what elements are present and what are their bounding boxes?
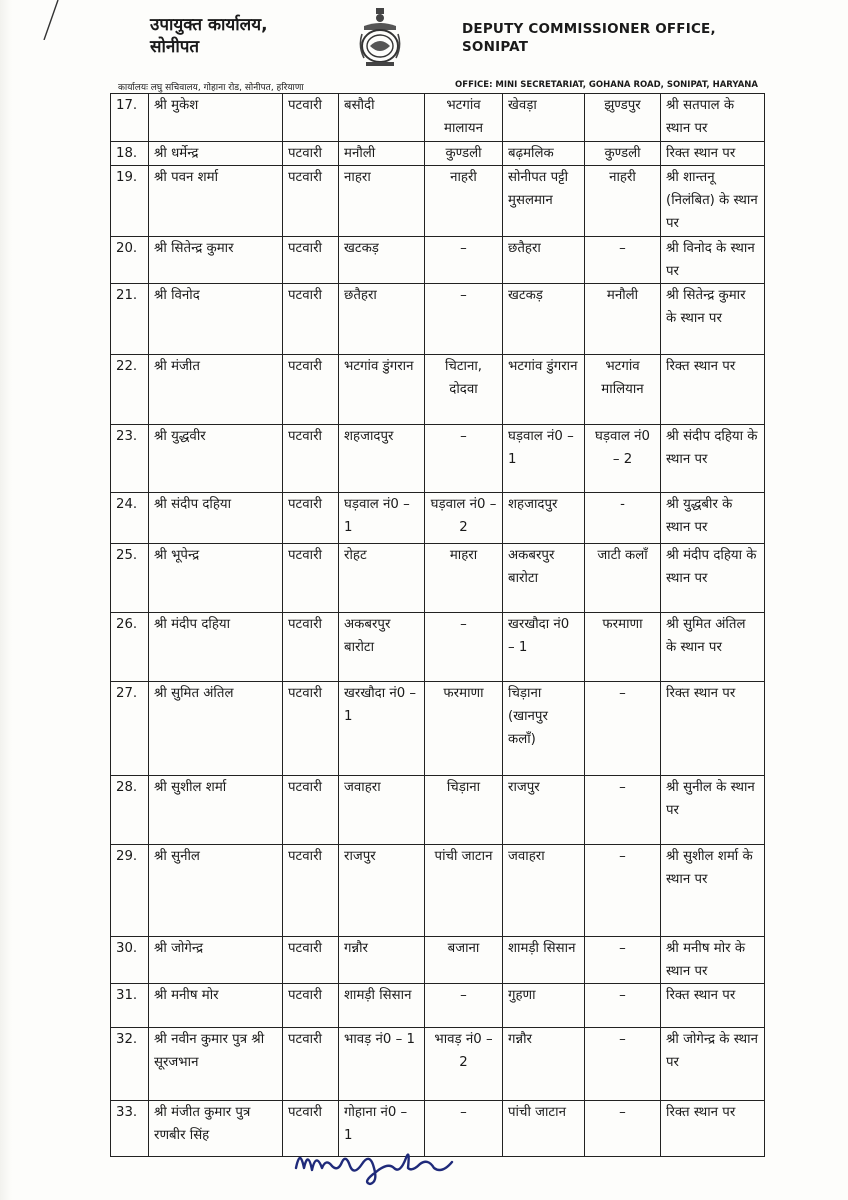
new-additional-charge-cell: घड़वाल नं0 – 2: [585, 425, 661, 493]
additional-charge-cell: नाहरी: [425, 166, 503, 237]
employee-name-cell: श्री जोगेन्द्र: [149, 937, 283, 984]
new-additional-charge-cell: -: [585, 493, 661, 544]
current-posting-cell: खटकड़: [339, 237, 425, 284]
table-row: [111, 776, 765, 845]
employee-name-cell: श्री संदीप दहिया: [149, 493, 283, 544]
designation-cell: पटवारी: [283, 425, 339, 493]
serial-number-cell: 32.: [111, 1028, 149, 1101]
designation-cell: पटवारी: [283, 94, 339, 142]
new-additional-charge-cell: कुण्डली: [585, 142, 661, 166]
designation-cell: पटवारी: [283, 937, 339, 984]
current-posting-cell: राजपुर: [339, 845, 425, 937]
designation-cell: पटवारी: [283, 1101, 339, 1157]
additional-charge-cell: बजाना: [425, 937, 503, 984]
additional-charge-cell: माहरा: [425, 544, 503, 613]
designation-cell: पटवारी: [283, 544, 339, 613]
additional-charge-cell: कुण्डली: [425, 142, 503, 166]
serial-number-cell: 28.: [111, 776, 149, 845]
additional-charge-cell: –: [425, 1101, 503, 1157]
office-name-hindi-line1: उपायुक्त कार्यालय,: [150, 15, 268, 35]
table-row: [111, 1028, 765, 1101]
new-additional-charge-cell: –: [585, 1101, 661, 1157]
employee-name-cell: श्री युद्धवीर: [149, 425, 283, 493]
table-row: [111, 425, 765, 493]
new-additional-charge-cell: –: [585, 937, 661, 984]
remarks-cell: रिक्त स्थान पर: [661, 142, 765, 166]
remarks-cell: श्री सुनील के स्थान पर: [661, 776, 765, 845]
remarks-cell: रिक्त स्थान पर: [661, 682, 765, 776]
current-posting-cell: छतैहरा: [339, 284, 425, 355]
office-name-english: [462, 20, 716, 56]
remarks-cell: श्री संदीप दहिया के स्थान पर: [661, 425, 765, 493]
new-posting-cell: चिड़ाना (खानपुर कलाँ): [503, 682, 585, 776]
table-row: [111, 937, 765, 984]
new-additional-charge-cell: –: [585, 776, 661, 845]
new-additional-charge-cell: फरमाणा: [585, 613, 661, 682]
office-name-hindi: [150, 14, 268, 58]
additional-charge-cell: भावड़ नं0 – 2: [425, 1028, 503, 1101]
current-posting-cell: जवाहरा: [339, 776, 425, 845]
new-posting-cell: गन्नौर: [503, 1028, 585, 1101]
table-row: [111, 284, 765, 355]
serial-number-cell: 22.: [111, 355, 149, 425]
current-posting-cell: शहजादपुर: [339, 425, 425, 493]
current-posting-cell: खरखौदा नं0 – 1: [339, 682, 425, 776]
table-row: [111, 845, 765, 937]
remarks-cell: रिक्त स्थान पर: [661, 1101, 765, 1157]
designation-cell: पटवारी: [283, 493, 339, 544]
table-row: [111, 94, 765, 142]
new-posting-cell: बढ़मलिक: [503, 142, 585, 166]
new-posting-cell: शहजादपुर: [503, 493, 585, 544]
new-posting-cell: जवाहरा: [503, 845, 585, 937]
additional-charge-cell: चिड़ाना: [425, 776, 503, 845]
remarks-cell: श्री मंदीप दहिया के स्थान पर: [661, 544, 765, 613]
additional-charge-cell: –: [425, 284, 503, 355]
designation-cell: पटवारी: [283, 284, 339, 355]
new-additional-charge-cell: –: [585, 237, 661, 284]
new-additional-charge-cell: –: [585, 984, 661, 1028]
employee-name-cell: श्री पवन शर्मा: [149, 166, 283, 237]
new-posting-cell: पांची जाटान: [503, 1101, 585, 1157]
new-additional-charge-cell: भटगांव मालियान: [585, 355, 661, 425]
remarks-cell: रिक्त स्थान पर: [661, 355, 765, 425]
serial-number-cell: 17.: [111, 94, 149, 142]
employee-name-cell: श्री मनीष मोर: [149, 984, 283, 1028]
employee-name-cell: श्री धर्मेन्द्र: [149, 142, 283, 166]
current-posting-cell: गन्नौर: [339, 937, 425, 984]
new-additional-charge-cell: नाहरी: [585, 166, 661, 237]
remarks-cell: श्री सुशील शर्मा के स्थान पर: [661, 845, 765, 937]
designation-cell: पटवारी: [283, 682, 339, 776]
serial-number-cell: 25.: [111, 544, 149, 613]
current-posting-cell: घड़वाल नं0 – 1: [339, 493, 425, 544]
new-additional-charge-cell: जाटी कलाँ: [585, 544, 661, 613]
remarks-cell: श्री विनोद के स्थान पर: [661, 237, 765, 284]
additional-charge-cell: –: [425, 425, 503, 493]
employee-name-cell: श्री मुकेश: [149, 94, 283, 142]
new-posting-cell: घड़वाल नं0 – 1: [503, 425, 585, 493]
designation-cell: पटवारी: [283, 613, 339, 682]
handwritten-signature: [292, 1138, 462, 1186]
remarks-cell: श्री शान्तनू (निलंबित) के स्थान पर: [661, 166, 765, 237]
employee-name-cell: श्री विनोद: [149, 284, 283, 355]
remarks-cell: श्री जोगेन्द्र के स्थान पर: [661, 1028, 765, 1101]
new-posting-cell: छतैहरा: [503, 237, 585, 284]
new-posting-cell: अकबरपुर बारोटा: [503, 544, 585, 613]
new-additional-charge-cell: –: [585, 682, 661, 776]
current-posting-cell: शामड़ी सिसान: [339, 984, 425, 1028]
current-posting-cell: नाहरा: [339, 166, 425, 237]
current-posting-cell: रोहट: [339, 544, 425, 613]
serial-number-cell: 33.: [111, 1101, 149, 1157]
employee-name-cell: श्री मंदीप दहिया: [149, 613, 283, 682]
employee-name-cell: श्री भूपेन्द्र: [149, 544, 283, 613]
new-additional-charge-cell: मनौली: [585, 284, 661, 355]
additional-charge-cell: फरमाणा: [425, 682, 503, 776]
employee-name-cell: श्री मंजीत: [149, 355, 283, 425]
new-posting-cell: गुहणा: [503, 984, 585, 1028]
new-posting-cell: खटकड़: [503, 284, 585, 355]
new-posting-cell: खरखौदा नं0 – 1: [503, 613, 585, 682]
pen-stroke-mark: [40, 0, 62, 40]
new-posting-cell: राजपुर: [503, 776, 585, 845]
serial-number-cell: 24.: [111, 493, 149, 544]
serial-number-cell: 27.: [111, 682, 149, 776]
serial-number-cell: 20.: [111, 237, 149, 284]
posting-table: [110, 93, 765, 1157]
additional-charge-cell: चिटाना, दोदवा: [425, 355, 503, 425]
current-posting-cell: भटगांव डुंगरान: [339, 355, 425, 425]
current-posting-cell: गोहाना नं0 – 1: [339, 1101, 425, 1157]
office-name-hindi-line2: सोनीपत: [150, 37, 200, 57]
employee-name-cell: श्री सुशील शर्मा: [149, 776, 283, 845]
new-additional-charge-cell: –: [585, 1028, 661, 1101]
new-posting-cell: भटगांव डुंगरान: [503, 355, 585, 425]
table-row: [111, 493, 765, 544]
table-row: [111, 237, 765, 284]
designation-cell: पटवारी: [283, 142, 339, 166]
table-row: [111, 355, 765, 425]
table-row: [111, 682, 765, 776]
table-row: [111, 166, 765, 237]
current-posting-cell: बसौदी: [339, 94, 425, 142]
serial-number-cell: 21.: [111, 284, 149, 355]
employee-name-cell: श्री सितेन्द्र कुमार: [149, 237, 283, 284]
additional-charge-cell: घड़वाल नं0 – 2: [425, 493, 503, 544]
designation-cell: पटवारी: [283, 1028, 339, 1101]
additional-charge-cell: –: [425, 237, 503, 284]
serial-number-cell: 19.: [111, 166, 149, 237]
posting-table-body: [111, 94, 765, 1157]
designation-cell: पटवारी: [283, 237, 339, 284]
serial-number-cell: 31.: [111, 984, 149, 1028]
current-posting-cell: अकबरपुर बारोटा: [339, 613, 425, 682]
additional-charge-cell: पांची जाटान: [425, 845, 503, 937]
remarks-cell: श्री सुमित अंतिल के स्थान पर: [661, 613, 765, 682]
address-english: OFFICE: MINI SECRETARIAT, GOHANA ROAD, SONIPAT, HARYANA: [455, 80, 758, 90]
new-posting-cell: शामड़ी सिसान: [503, 937, 585, 984]
table-row: [111, 613, 765, 682]
serial-number-cell: 26.: [111, 613, 149, 682]
employee-name-cell: श्री मंजीत कुमार पुत्र रणबीर सिंह: [149, 1101, 283, 1157]
office-name-english-line2: SONIPAT: [462, 39, 529, 55]
serial-number-cell: 30.: [111, 937, 149, 984]
remarks-cell: श्री सतपाल के स्थान पर: [661, 94, 765, 142]
designation-cell: पटवारी: [283, 166, 339, 237]
office-name-english-line1: DEPUTY COMMISSIONER OFFICE,: [462, 21, 716, 37]
designation-cell: पटवारी: [283, 355, 339, 425]
serial-number-cell: 29.: [111, 845, 149, 937]
new-additional-charge-cell: –: [585, 845, 661, 937]
serial-number-cell: 23.: [111, 425, 149, 493]
new-posting-cell: सोनीपत पट्टी मुसलमान: [503, 166, 585, 237]
remarks-cell: श्री युद्धबीर के स्थान पर: [661, 493, 765, 544]
employee-name-cell: श्री नवीन कुमार पुत्र श्री सूरजभान: [149, 1028, 283, 1101]
employee-name-cell: श्री सुनील: [149, 845, 283, 937]
table-row: [111, 984, 765, 1028]
haryana-emblem-icon: [354, 6, 406, 70]
new-additional-charge-cell: झुण्डपुर: [585, 94, 661, 142]
current-posting-cell: मनौली: [339, 142, 425, 166]
additional-charge-cell: –: [425, 984, 503, 1028]
remarks-cell: श्री सितेन्द्र कुमार के स्थान पर: [661, 284, 765, 355]
designation-cell: पटवारी: [283, 776, 339, 845]
remarks-cell: रिक्त स्थान पर: [661, 984, 765, 1028]
address-bar: [118, 80, 758, 92]
current-posting-cell: भावड़ नं0 – 1: [339, 1028, 425, 1101]
table-row: [111, 142, 765, 166]
additional-charge-cell: –: [425, 613, 503, 682]
table-row: [111, 544, 765, 613]
remarks-cell: श्री मनीष मोर के स्थान पर: [661, 937, 765, 984]
designation-cell: पटवारी: [283, 845, 339, 937]
serial-number-cell: 18.: [111, 142, 149, 166]
address-hindi: कार्यालयः लघु सचिवालय, गोहाना रोड, सोनीपत, हरियाणा: [118, 83, 304, 93]
additional-charge-cell: भटगांव मालायन: [425, 94, 503, 142]
designation-cell: पटवारी: [283, 984, 339, 1028]
employee-name-cell: श्री सुमित अंतिल: [149, 682, 283, 776]
new-posting-cell: खेवड़ा: [503, 94, 585, 142]
